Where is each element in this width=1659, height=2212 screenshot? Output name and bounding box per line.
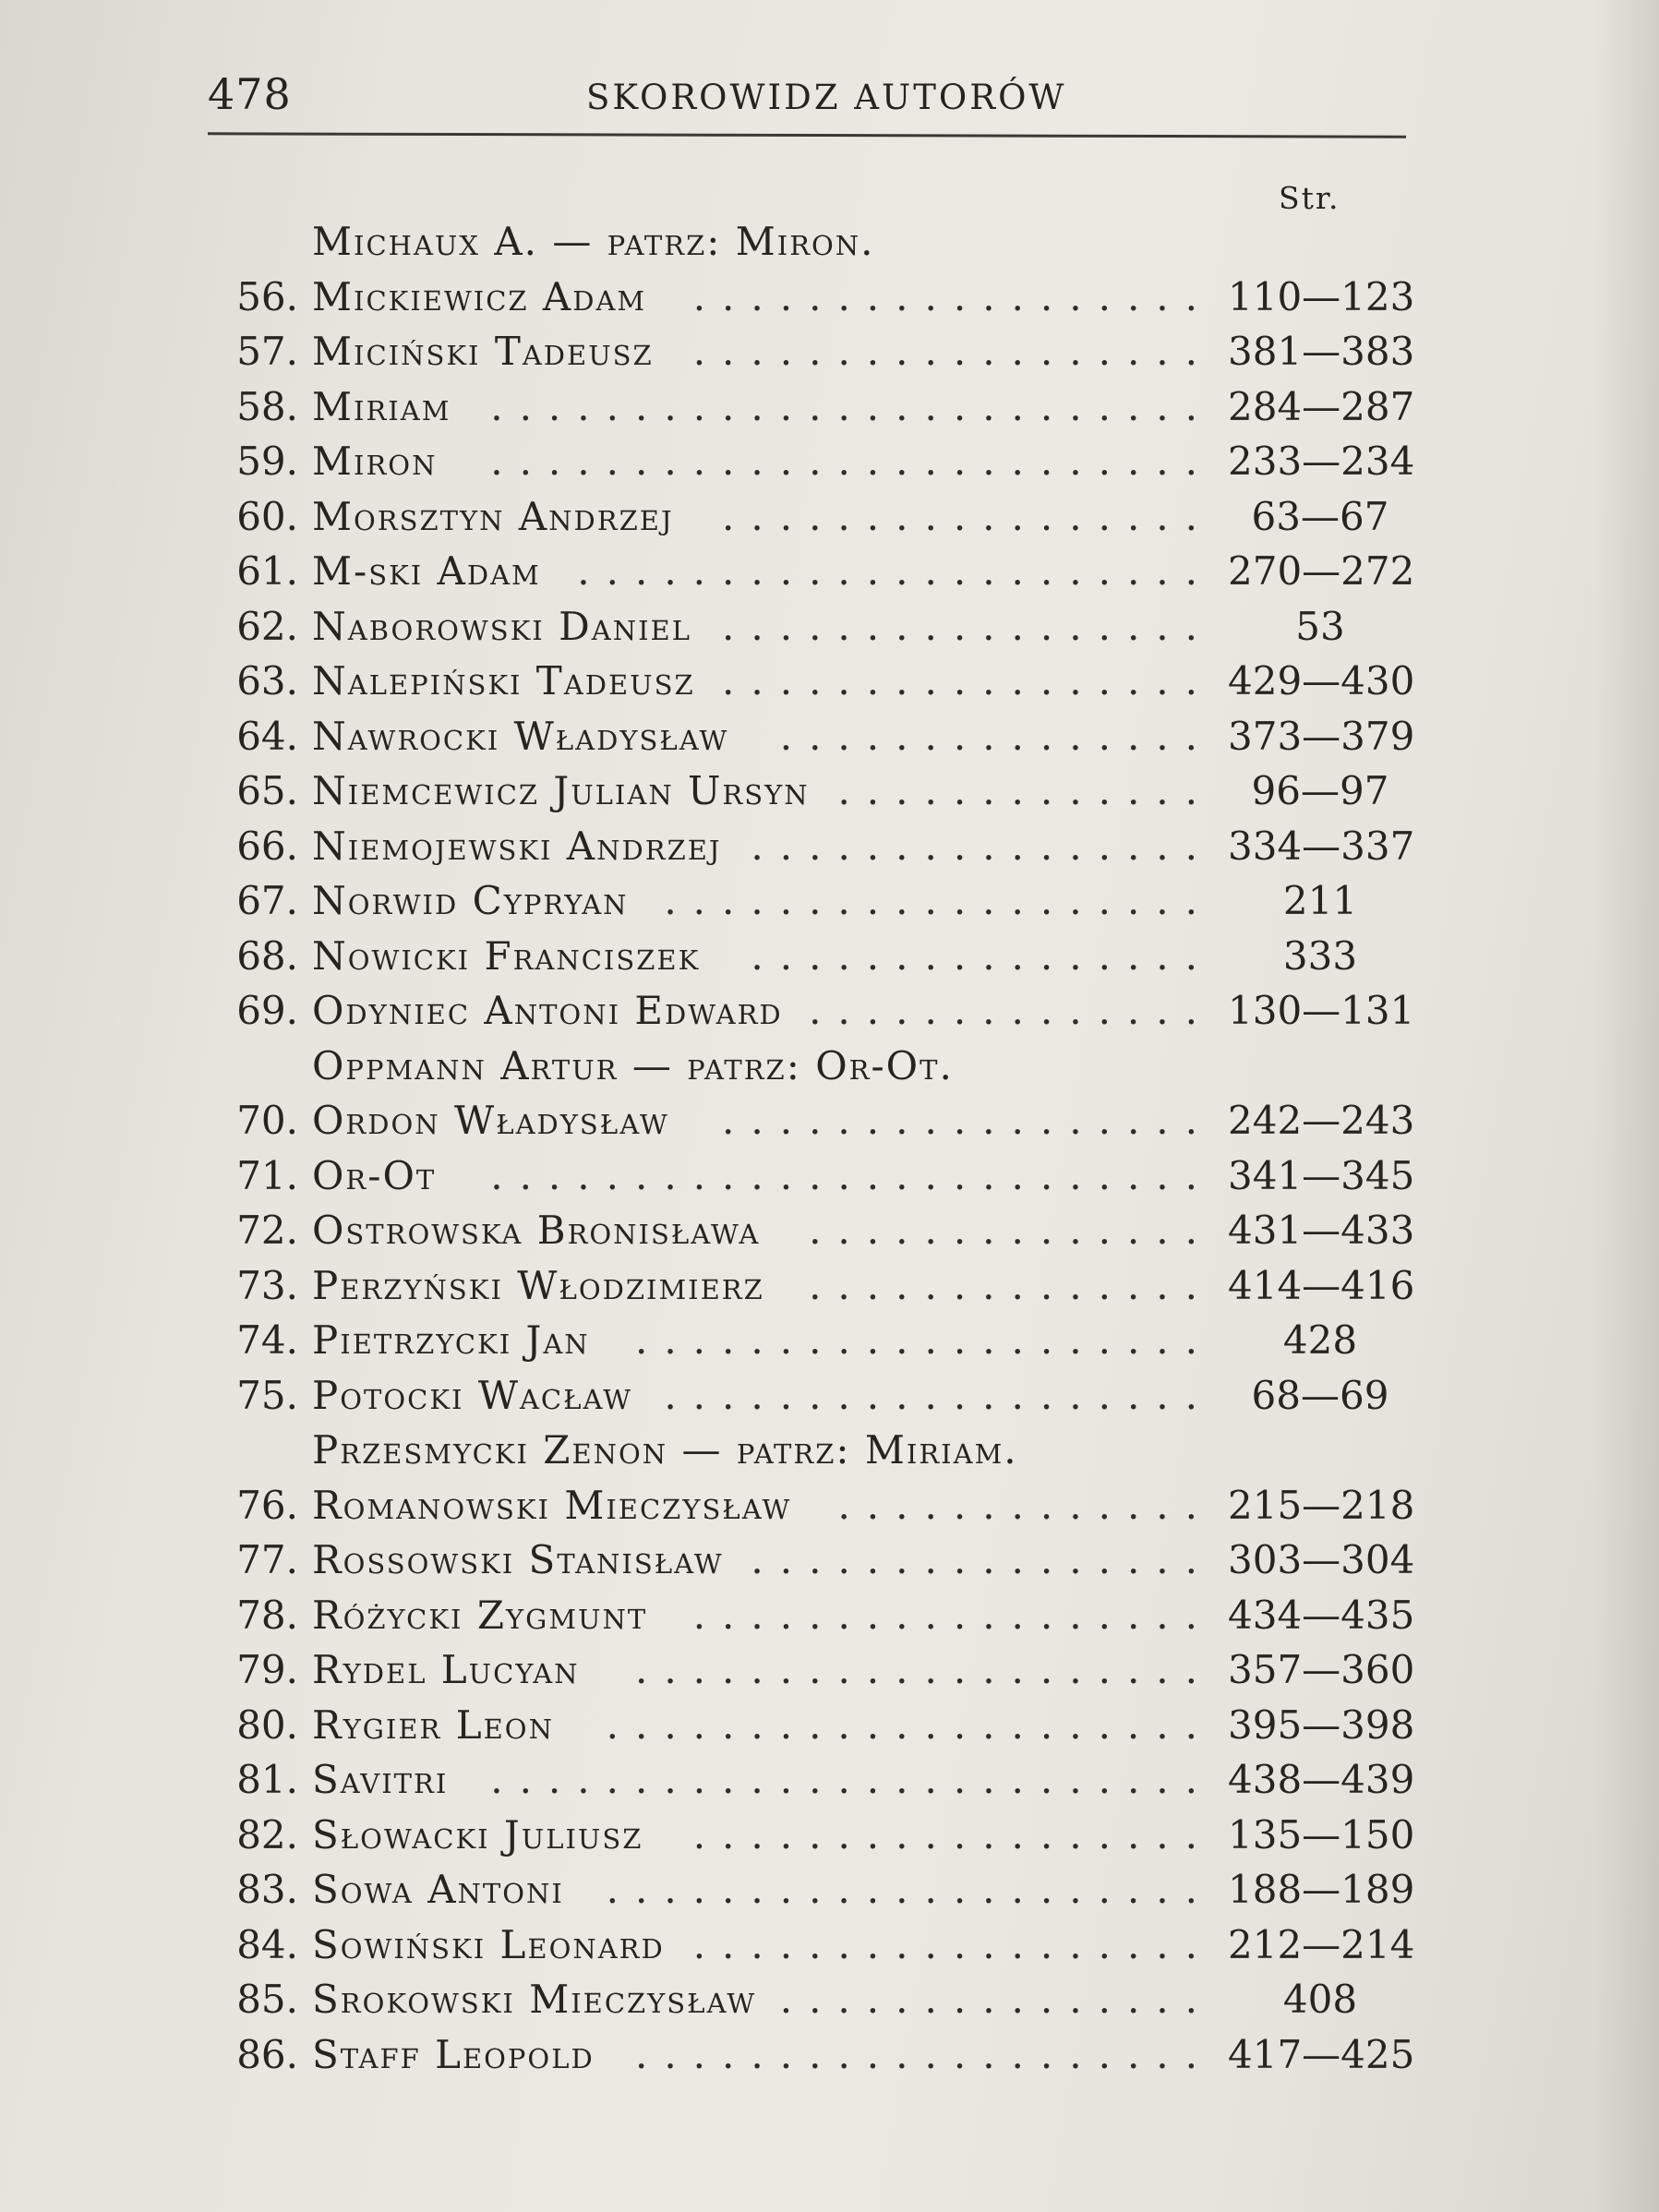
index-entry [226,983,1413,1039]
author-name: Staff Leopold [312,2031,595,2077]
author-name: Niemojewski Andrzej [312,823,722,869]
leader-dots: ................ [751,823,1214,869]
index-entry [226,379,1413,435]
author-name: Rossowski Stanisław [312,1537,724,1582]
index-entry [226,1588,1413,1643]
leader-dots: ................. [722,658,1214,703]
index-entry [226,544,1413,599]
leader-dots: ......................... [490,439,1214,484]
page-range: 431—433 [1228,1208,1415,1253]
entry-number: 71. [236,1152,298,1198]
page-range: 438—439 [1228,1757,1415,1802]
entry-number: 72. [236,1208,298,1253]
page-header [208,65,1403,138]
leader-dots: ................ [751,1537,1214,1582]
author-name: Naborowski Daniel [312,603,691,649]
index-entry [226,1148,1413,1204]
leader-dots: ................... [664,1372,1214,1418]
entry-number: 59. [236,439,298,484]
page-range: 408 [1282,1977,1358,2022]
author-name: Miciński Tadeusz [312,329,654,374]
page-range: 381—383 [1228,329,1415,374]
page-range: 417—425 [1228,2031,1415,2077]
page-range: 63—67 [1251,493,1389,539]
index-entry [226,489,1413,545]
entry-number: 62. [236,603,298,649]
page-range: 429—430 [1228,658,1415,703]
index-entry [226,1533,1413,1588]
leader-dots: ..................... [606,1867,1214,1912]
index-entry [226,1917,1413,1973]
page-range: 303—304 [1228,1537,1415,1582]
index-entry [226,270,1413,325]
index-entry [226,2027,1413,2083]
index-entry [226,1698,1413,1753]
leader-dots: ................... [664,878,1214,923]
page-range: 188—189 [1228,1867,1415,1912]
author-name: Savitri [312,1757,449,1802]
index-entry [226,1093,1413,1148]
entry-number: 60. [236,493,298,539]
leader-dots: .................. [692,273,1214,319]
entry-number: 67. [236,878,298,923]
author-name: Sowiński Leonard [312,1921,665,1967]
index-entry [226,1862,1413,1917]
page-range: 53 [1295,603,1345,649]
entry-number: 65. [236,768,298,813]
author-name: Perzyński Włodzimierz [312,1262,764,1308]
entry-number: 69. [236,988,298,1033]
index-entry [226,324,1413,379]
leader-dots: .................... [634,1317,1214,1363]
entry-number: 74. [236,1317,298,1363]
author-name: Różycki Zygmunt [312,1592,648,1638]
entry-number: 58. [236,383,298,429]
entry-number: 77. [236,1537,298,1582]
index-entry [226,1313,1413,1368]
author-name: Nowicki Franciszek [312,932,701,979]
author-name: Morsztyn Andrzej [312,493,674,539]
entry-number: 84. [236,1921,298,1967]
leader-dots: .................. [692,1592,1214,1638]
leader-dots: ............. [837,768,1214,813]
leader-dots: ...................... [577,548,1214,594]
page-range: 357—360 [1228,1647,1415,1692]
index-entry [226,599,1413,655]
index-entry [226,1039,1413,1094]
running-title: SKOROWIDZ AUTORÓW [586,78,1067,117]
page-range: 135—150 [1228,1811,1415,1857]
entry-number: 66. [236,823,298,869]
index-entry [226,1752,1413,1808]
author-name: Słowacki Juliusz [312,1811,643,1857]
entry-number: 64. [236,713,298,759]
page-range: 242—243 [1228,1098,1415,1143]
leader-dots: ................ [751,932,1214,979]
page-range: 110—123 [1228,273,1415,319]
author-name: Przesmycki Zenon — patrz: Miriam. [312,1427,1018,1473]
leader-dots: ............... [779,1977,1214,2022]
index-entry [226,1642,1413,1698]
index-entry [226,1478,1413,1533]
pages-column-heading: Str. [1279,180,1340,216]
page-range: 270—272 [1228,548,1415,594]
page-range: 341—345 [1228,1152,1415,1198]
page-range: 284—287 [1228,383,1415,429]
leader-dots: ............... [779,713,1214,759]
author-name: M-ski Adam [312,548,541,594]
leader-dots: .................. [692,1921,1214,1967]
page-range: 434—435 [1228,1592,1415,1638]
page-range: 414—416 [1228,1262,1415,1308]
leader-dots: .................. [692,1811,1214,1857]
entry-number: 78. [236,1592,298,1638]
author-name: Ostrowska Bronisława [312,1208,761,1253]
index-entry [226,929,1413,984]
index-entry [226,1423,1413,1478]
page-range: 373—379 [1228,713,1415,759]
entry-number: 76. [236,1482,298,1528]
page-range: 211 [1282,878,1358,923]
leader-dots: ......................... [490,383,1214,429]
author-name: Sowa Antoni [312,1867,564,1912]
entry-number: 79. [236,1647,298,1692]
page-range: 334—337 [1228,823,1415,869]
leader-dots: .................... [634,1647,1214,1692]
leader-dots: ......................... [490,1152,1214,1198]
entry-number: 85. [236,1977,298,2022]
page-range: 395—398 [1228,1701,1415,1748]
page-range: 428 [1282,1317,1358,1363]
leader-dots: .............. [809,1262,1214,1308]
author-name: Norwid Cypryan [312,878,629,923]
author-name: Romanowski Mieczysław [312,1482,792,1528]
author-name: Rygier Leon [312,1701,554,1748]
index-entry [226,1203,1413,1258]
entry-number: 61. [236,548,298,594]
author-name: Nawrocki Władysław [312,713,729,759]
entry-number: 63. [236,658,298,703]
author-name: Or-Ot [312,1152,437,1198]
author-name: Michaux A. — patrz: Miron. [312,219,875,264]
entry-number: 75. [236,1372,298,1418]
index-entry [226,1972,1413,2027]
author-name: Pietrzycki Jan [312,1317,590,1363]
page-range: 96—97 [1251,768,1389,813]
leader-dots: ................. [722,603,1214,649]
author-name: Miriam [312,383,451,429]
entry-number: 56. [236,273,298,319]
index-entry [226,709,1413,764]
entry-number: 86. [236,2031,298,2077]
author-name: Mickiewicz Adam [312,273,647,319]
index-entry [226,819,1413,874]
entry-number: 83. [236,1867,298,1912]
page-edge-shadow [1594,0,1659,2212]
index-entry [226,654,1413,709]
author-name: Oppmann Artur — patrz: Or-Ot. [312,1042,954,1088]
author-name: Ordon Władysław [312,1098,669,1143]
index-entry [226,763,1413,819]
index-entry [226,214,1413,270]
leader-dots: ................. [722,493,1214,539]
leader-dots: ......................... [490,1757,1214,1802]
entry-number: 82. [236,1811,298,1857]
index-entry [226,1368,1413,1424]
leader-dots: .............. [809,1208,1214,1253]
entry-number: 57. [236,329,298,374]
leader-dots: ................. [722,1098,1214,1143]
index-entry [226,873,1413,929]
entry-number: 81. [236,1757,298,1802]
page-range: 233—234 [1228,439,1415,484]
page-range: 68—69 [1251,1372,1389,1418]
author-name: Srokowski Mieczysław [312,1977,757,2022]
index-entry [226,434,1413,489]
author-name: Niemcewicz Julian Ursyn [312,768,810,813]
leader-dots: .................... [634,2031,1214,2077]
leader-dots: ..................... [606,1701,1214,1748]
page-range: 130—131 [1228,988,1415,1033]
author-name: Nalepiński Tadeusz [312,658,695,703]
page-number: 478 [208,69,292,119]
entry-number: 70. [236,1098,298,1143]
entry-number: 68. [236,932,298,979]
leader-dots: .............. [809,988,1214,1033]
page-range: 215—218 [1228,1482,1415,1528]
entry-number: 80. [236,1701,298,1748]
leader-dots: .................. [692,329,1214,374]
entry-number: 73. [236,1262,298,1308]
author-index-list [226,214,1413,2082]
author-name: Rydel Lucyan [312,1647,580,1692]
author-name: Potocki Wacław [312,1372,633,1418]
index-entry [226,1808,1413,1863]
author-name: Miron [312,439,438,484]
page-range: 212—214 [1228,1921,1415,1967]
leader-dots: ............. [837,1482,1214,1528]
index-entry [226,1258,1413,1314]
page-range: 333 [1282,932,1358,979]
author-name: Odyniec Antoni Edward [312,988,783,1033]
